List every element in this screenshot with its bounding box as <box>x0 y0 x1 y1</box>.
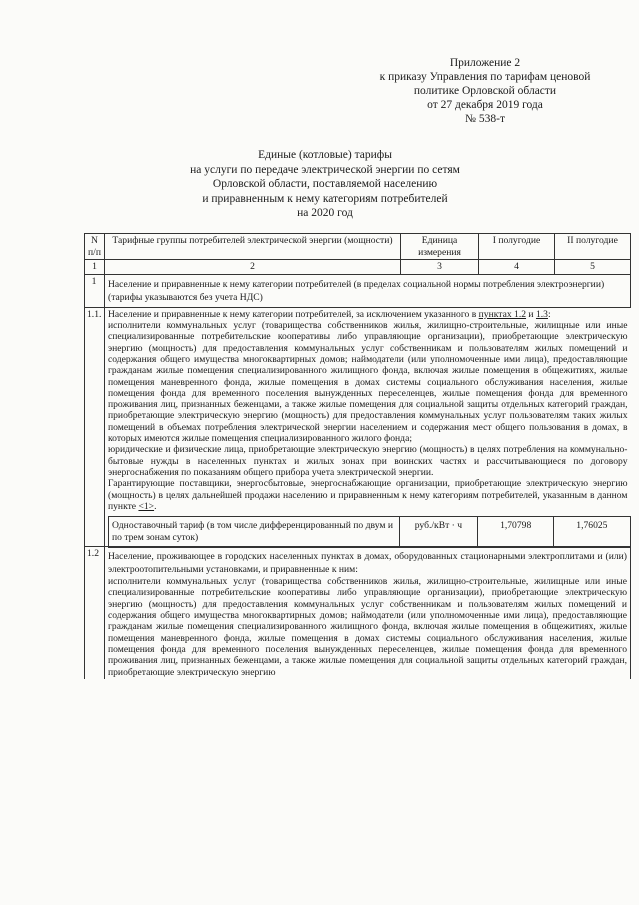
appendix-line: Приложение 2 <box>449 57 521 69</box>
link-punkt-1-3[interactable]: 1.3 <box>535 308 548 320</box>
column-numbers-row <box>85 260 631 275</box>
colnum: 5 <box>555 260 631 275</box>
section-1-2-number: 1.2 <box>85 547 105 679</box>
footnote-link-1[interactable]: <1> <box>138 500 155 512</box>
title-line: и приравненным к нему категориям потребителей <box>202 192 448 205</box>
header-unit: Единица измерения <box>401 234 479 260</box>
section-1-1-paragraph-3: Гарантирующие поставщики, энергосбытовые, энергоснабжающие организации, приобретающие электрическую энергию (мощность) в целях дальнейшей продажи населению и приравненным к нему категориям потребителей, указанным в данном пункте <1>. <box>108 478 628 512</box>
section-1-row <box>85 274 631 307</box>
header-half1: I полугодие <box>479 234 555 260</box>
appendix-line: к приказу Управления по тарифам ценовой <box>379 71 591 83</box>
section-1-1-number: 1.1. <box>85 307 105 546</box>
section-1-text: Население и приравненные к нему категории потребителей (в пределах социальной нормы потребления электроэнергии) (тарифы указываются без учета НДС) <box>105 274 631 307</box>
tariff-half1-value: 1,70798 <box>478 517 554 548</box>
header-num: N п/п <box>85 234 105 260</box>
header-half2: II полугодие <box>555 234 631 260</box>
section-1-1-paragraph-1: исполнители коммунальных услуг (товарищества собственников жилья, жилищно-строительные, жилищные или иные специализированные потребительские кооперативы либо управляющие организации), приобретающие электрическую энергию (мощность) для предоставления коммунальных услуг собственникам и пользователям жилых помещений и содержания общего имущества многоквартирных домов; наймодатели (или уполномоченные ими лица), предоставляющие гражданам жилые помещения специализированного жилищного фонда, включая жилые помещения в общежитиях, жилые помещения маневренного фонда, жилые помещения в домах системы социального обслуживания населения, жилые помещения фонда для временного поселения вынужденных переселенцев, жилые помещения фонда для временного проживания лиц, признанных беженцами, а также жилые помещения для социальной защиты отдельных категорий граждан, приобретающие электрическую энергию (мощность) для предоставления коммунальных услуг пользователям таких жилых помещений в объемах потребления электрической энергии населением и содержания мест общего пользования в домах, в которых имеются жилые помещения специализированного жилого фонда; <box>108 320 628 445</box>
title-line: Орловской области, поставляемой населению <box>212 178 438 191</box>
tariff-half2-value: 1,76025 <box>554 517 630 548</box>
colnum: 4 <box>479 260 555 275</box>
colnum: 1 <box>85 260 105 275</box>
section-1-1-intro: Население и приравненные к нему категории потребителей, за исключением указанного в пунктах 1.2 и 1.3: <box>108 308 551 320</box>
link-pункт-1-2[interactable]: пунктах 1.2 <box>478 308 527 320</box>
section-1-2-intro: Население, проживающее в городских населенных пунктах в домах, оборудованных стационарными электроплитами и (или) электроотопительными установками, и приравненные к ним: <box>108 551 627 576</box>
section-1-1-paragraph-2: юридические и физические лица, приобретающие электрическую энергию (мощность) в целях потребления на коммунально-бытовые нужды в населенных пунктах и жилых зонах при воинских частях и рассчитывающиеся по договору энергоснабжения по показаниям общего прибора учета электрической энергии. <box>108 444 628 478</box>
appendix-line: № 538-т <box>465 113 505 125</box>
table-header-row <box>85 234 631 260</box>
title-line: на 2020 год <box>297 207 353 220</box>
section-1-2-content <box>105 547 631 679</box>
header-groups: Тарифные группы потребителей электрической энергии (мощности) <box>105 234 401 260</box>
tariff-table <box>84 233 631 679</box>
title-line: Единые (котловые) тарифы <box>258 149 392 161</box>
colnum: 2 <box>105 260 401 275</box>
document-title <box>150 148 500 221</box>
tariff-label: Одноставочный тариф (в том числе дифференцированный по двум и по трем зонам суток) <box>109 517 400 548</box>
appendix-line: от 27 декабря 2019 года <box>427 99 543 111</box>
colnum: 3 <box>401 260 479 275</box>
section-1-2-row <box>85 547 631 679</box>
appendix-line: политике Орловской области <box>413 85 557 97</box>
tariff-value-table <box>108 516 631 548</box>
section-1-1-row <box>85 307 631 546</box>
section-1-1-content <box>105 307 631 546</box>
tariff-unit: руб./кВт · ч <box>399 517 477 548</box>
tariff-value-row <box>109 517 631 548</box>
section-1-number: 1 <box>85 274 105 307</box>
section-1-2-paragraph-1: исполнители коммунальных услуг (товарищества собственников жилья, жилищно-строительные, жилищные или иные специализированные потребительские кооперативы либо управляющие организации), приобретающие электрическую энергию (мощность) для предоставления коммунальных услуг собственникам и пользователям жилых помещений и содержания общего имущества многоквартирных домов; наймодатели (или уполномоченные ими лица), предоставляющие гражданам жилые помещения специализированного жилищного фонда, включая жилые помещения в общежитиях, жилые помещения маневренного фонда, жилые помещения в домах системы социального обслуживания населения, жилые помещения фонда для временного поселения вынужденных переселенцев, жилые помещения фонда для временного проживания лиц, признанных беженцами, а также жилые помещения для социальной защиты отдельных категорий граждан, приобретающие электрическую энергию <box>108 576 627 678</box>
title-line: на услуги по передаче электрической энергии по сетям <box>190 163 460 176</box>
appendix-header <box>360 56 610 126</box>
